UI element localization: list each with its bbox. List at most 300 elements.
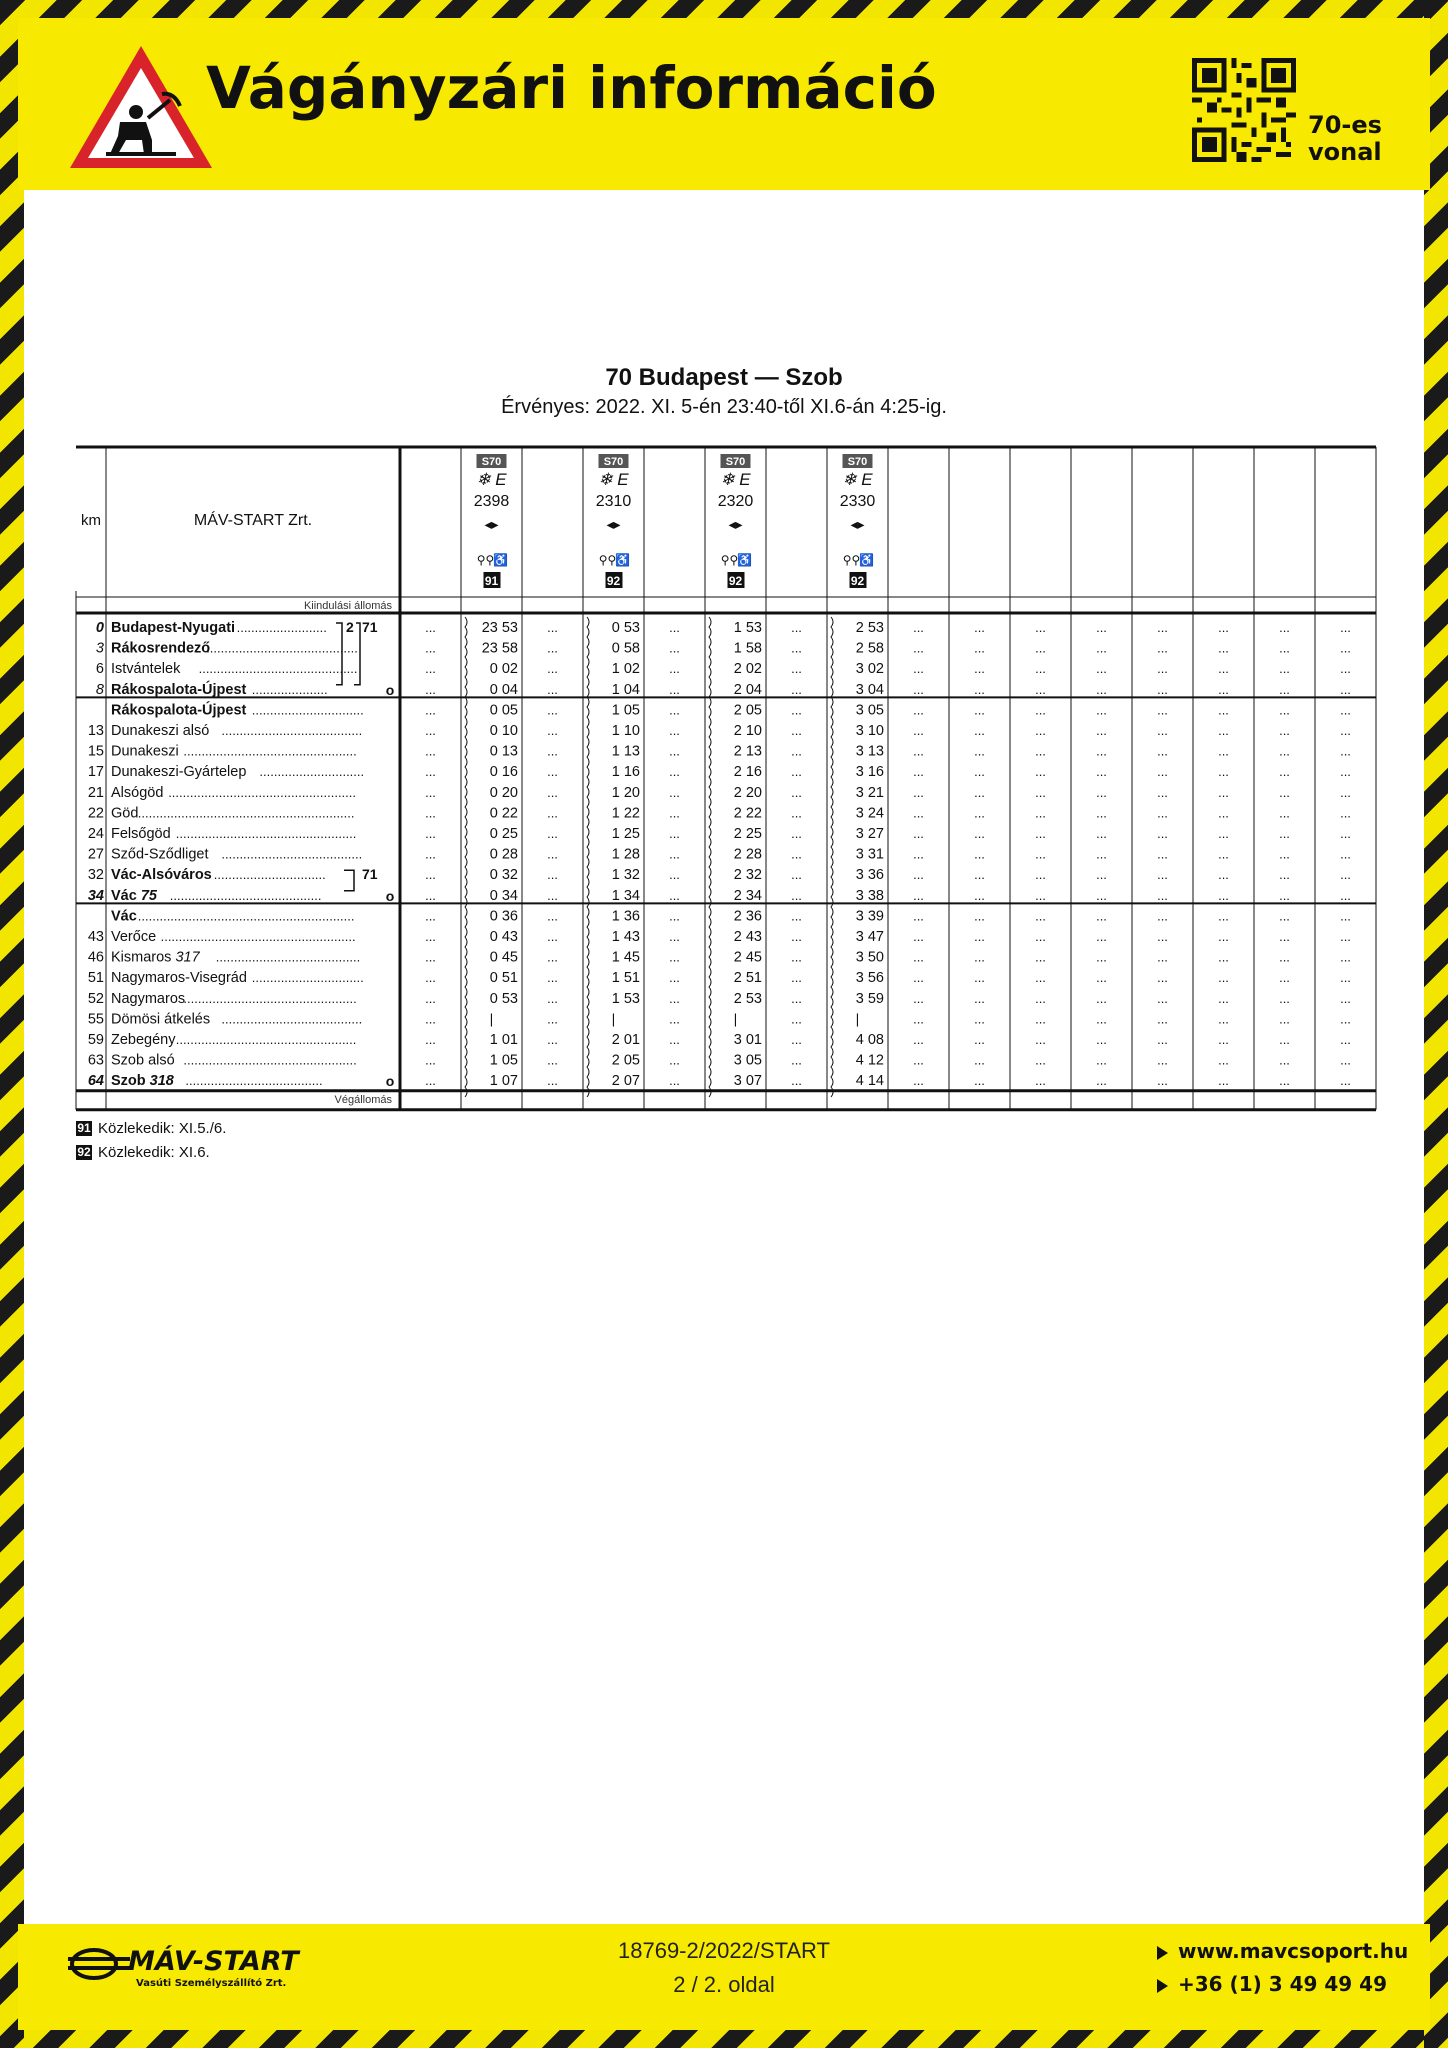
departure-time: 3 38 xyxy=(855,887,884,904)
empty-cell: ... xyxy=(425,805,436,821)
empty-cell: ... xyxy=(1279,949,1290,965)
empty-cell: ... xyxy=(1279,1032,1290,1047)
empty-cell: ... xyxy=(791,805,802,821)
website-link[interactable] xyxy=(1157,1939,1408,1963)
empty-cell: ... xyxy=(425,661,436,677)
empty-cell: ... xyxy=(913,846,924,862)
empty-cell: ... xyxy=(913,990,924,1006)
empty-cell: ... xyxy=(1035,784,1046,800)
empty-cell: ... xyxy=(1035,764,1046,780)
empty-cell: ... xyxy=(425,1011,436,1027)
empty-cell: ... xyxy=(547,929,558,944)
empty-cell: ... xyxy=(425,702,436,718)
empty-cell: ... xyxy=(1218,990,1229,1006)
empty-cell: ... xyxy=(913,970,924,986)
departure-time: 3 02 xyxy=(855,661,884,678)
empty-cell: ... xyxy=(791,1052,802,1068)
leader-dots: ............................... xyxy=(251,970,364,986)
empty-cell: ... xyxy=(974,764,985,780)
empty-cell: ... xyxy=(1096,1032,1107,1047)
terminus-mark: o xyxy=(385,1073,395,1090)
empty-cell: ... xyxy=(913,805,924,821)
empty-cell: ... xyxy=(669,743,680,759)
empty-cell: ... xyxy=(913,1011,924,1027)
leader-dots: ............................... xyxy=(251,702,364,718)
timetable-title: 70 Budapest — Szob xyxy=(605,364,843,391)
station-name: Alsógöd xyxy=(111,784,164,801)
departure-time: 1 34 xyxy=(611,887,640,904)
empty-cell: ... xyxy=(1035,640,1046,656)
departure-time: 3 59 xyxy=(855,990,884,1007)
departure-time: 0 32 xyxy=(489,867,518,884)
departure-time: 2 28 xyxy=(733,846,762,863)
wavy-time-marker xyxy=(709,617,711,1097)
empty-cell: ... xyxy=(669,1052,680,1068)
phone-link[interactable] xyxy=(1157,1972,1387,1996)
logo-subtitle: Vasúti Személyszállító Zrt. xyxy=(136,1978,287,1989)
departure-time: 3 16 xyxy=(855,764,884,781)
empty-cell: ... xyxy=(974,805,985,821)
station-reference: 317 xyxy=(171,949,200,966)
departure-time: 1 20 xyxy=(611,784,640,801)
station-name: Dömösi átkelés xyxy=(111,1011,211,1028)
empty-cell: ... xyxy=(1035,826,1046,841)
empty-cell: ... xyxy=(791,867,802,883)
departure-time: 0 34 xyxy=(489,887,518,904)
station-name: Vác 75 xyxy=(111,887,157,904)
empty-cell: ... xyxy=(974,1011,985,1027)
empty-cell: ... xyxy=(791,908,802,924)
empty-cell: ... xyxy=(1035,887,1046,903)
station-name: Felsőgöd xyxy=(111,826,171,842)
direction-arrow-icon: ◂▸ xyxy=(728,516,743,532)
row-km: 59 xyxy=(87,1032,104,1048)
connection-reference: 71 xyxy=(362,619,378,635)
departure-time: 2 10 xyxy=(733,723,762,739)
departure-time: 0 51 xyxy=(489,970,518,987)
empty-cell: ... xyxy=(1340,620,1351,635)
empty-cell: ... xyxy=(1096,805,1107,821)
wavy-time-marker xyxy=(831,617,833,1097)
departure-time: 2 34 xyxy=(733,887,762,904)
empty-cell: ... xyxy=(1096,990,1107,1006)
leader-dots: ...................................... xyxy=(185,1073,323,1089)
empty-cell: ... xyxy=(974,826,985,841)
empty-cell: ... xyxy=(1096,867,1107,883)
empty-cell: ... xyxy=(1340,908,1351,924)
departure-time: 2 32 xyxy=(733,867,762,884)
empty-cell: ... xyxy=(1096,723,1107,738)
line-number: 70-es xyxy=(1308,111,1382,139)
train-type: S70 xyxy=(603,456,624,468)
phone-text: +36 (1) 3 49 49 49 xyxy=(1178,1972,1388,1996)
empty-cell: ... xyxy=(791,784,802,800)
station-reference: 75 xyxy=(136,887,157,904)
departure-time: 2 07 xyxy=(611,1073,640,1090)
empty-cell: ... xyxy=(547,681,558,697)
empty-cell: ... xyxy=(913,908,924,924)
empty-cell: ... xyxy=(1279,743,1290,759)
empty-cell: ... xyxy=(425,949,436,965)
leader-dots: ................................................ xyxy=(183,990,357,1006)
departure-time: 0 53 xyxy=(489,990,518,1007)
footnote-row xyxy=(76,1140,226,1164)
empty-cell: ... xyxy=(547,1052,558,1068)
row-km: 46 xyxy=(87,949,104,966)
line-word: vonal xyxy=(1308,138,1382,166)
empty-cell: ... xyxy=(974,908,985,924)
empty-cell: ... xyxy=(1157,929,1168,944)
empty-cell: ... xyxy=(1096,970,1107,986)
empty-cell: ... xyxy=(547,620,558,635)
empty-cell: ... xyxy=(1096,764,1107,780)
departure-time: 3 05 xyxy=(855,702,884,719)
empty-cell: ... xyxy=(669,867,680,883)
station-name: Verőce xyxy=(111,929,157,945)
empty-cell: ... xyxy=(1218,846,1229,862)
train-number: 2320 xyxy=(717,493,754,510)
empty-cell: ... xyxy=(547,970,558,986)
empty-cell: ... xyxy=(1218,1032,1229,1047)
empty-cell: ... xyxy=(547,702,558,718)
empty-cell: ... xyxy=(1218,661,1229,677)
departure-time: 2 36 xyxy=(733,908,762,925)
page-title: Vágányzári információ xyxy=(206,54,937,122)
train-symbols: ❄ E xyxy=(720,470,751,489)
row-km: 43 xyxy=(87,929,104,945)
empty-cell: ... xyxy=(1035,1073,1046,1089)
empty-cell: ... xyxy=(425,764,436,780)
station-name: Vác xyxy=(111,908,137,925)
leader-dots: ...................................................... xyxy=(160,929,356,944)
departure-time: 3 36 xyxy=(855,867,884,884)
empty-cell: ... xyxy=(1279,620,1290,635)
departure-time: 1 10 xyxy=(611,723,640,739)
empty-cell: ... xyxy=(425,723,436,738)
empty-cell: ... xyxy=(1096,949,1107,965)
pass-through-mark: | xyxy=(489,1010,494,1027)
empty-cell: ... xyxy=(425,784,436,800)
empty-cell: ... xyxy=(1279,867,1290,883)
departure-time: 0 10 xyxy=(489,723,518,739)
empty-cell: ... xyxy=(913,723,924,738)
departure-time: 1 04 xyxy=(611,681,640,698)
leader-dots: .................................................. xyxy=(175,826,357,841)
empty-cell: ... xyxy=(791,640,802,656)
departure-time: 2 04 xyxy=(733,681,762,698)
empty-cell: ... xyxy=(791,846,802,862)
connection-bracket xyxy=(344,870,354,891)
empty-cell: ... xyxy=(1157,949,1168,965)
empty-cell: ... xyxy=(669,826,680,841)
empty-cell: ... xyxy=(974,702,985,718)
empty-cell: ... xyxy=(913,887,924,903)
row-km: 6 xyxy=(95,661,104,678)
empty-cell: ... xyxy=(1279,990,1290,1006)
departure-time: 0 53 xyxy=(611,620,640,636)
empty-cell: ... xyxy=(1218,1052,1229,1068)
empty-cell: ... xyxy=(669,681,680,697)
empty-cell: ... xyxy=(547,949,558,965)
empty-cell: ... xyxy=(974,723,985,738)
empty-cell: ... xyxy=(913,1032,924,1047)
empty-cell: ... xyxy=(1218,743,1229,759)
empty-cell: ... xyxy=(1157,805,1168,821)
empty-cell: ... xyxy=(1340,826,1351,841)
departure-time: 1 13 xyxy=(611,743,640,760)
empty-cell: ... xyxy=(1035,908,1046,924)
empty-cell: ... xyxy=(1340,681,1351,697)
empty-cell: ... xyxy=(669,949,680,965)
empty-cell: ... xyxy=(913,681,924,697)
empty-cell: ... xyxy=(669,970,680,986)
leader-dots: ............................................................ xyxy=(137,805,355,821)
empty-cell: ... xyxy=(1279,702,1290,718)
empty-cell: ... xyxy=(1096,846,1107,862)
empty-cell: ... xyxy=(1096,620,1107,635)
empty-cell: ... xyxy=(669,887,680,903)
empty-cell: ... xyxy=(1157,1052,1168,1068)
empty-cell: ... xyxy=(1279,1052,1290,1068)
leader-dots: .......................................... xyxy=(169,887,322,903)
footnote-code-badge: 91 xyxy=(77,1120,91,1135)
departure-time: 2 20 xyxy=(733,784,762,801)
station-name: Budapest-Nyugati xyxy=(111,620,236,636)
departure-time: 3 50 xyxy=(855,949,884,966)
row-km: 15 xyxy=(87,743,104,760)
empty-cell: ... xyxy=(1035,929,1046,944)
departure-time: 1 01 xyxy=(489,1032,518,1048)
empty-cell: ... xyxy=(1279,681,1290,697)
station-name: Nagymaros-Visegrád xyxy=(111,970,247,987)
departure-time: 0 28 xyxy=(489,846,518,863)
empty-cell: ... xyxy=(1279,764,1290,780)
bicycle-icon: ⚲⚲ xyxy=(476,553,495,567)
empty-cell: ... xyxy=(791,764,802,780)
footnote-code-badge: 92 xyxy=(77,1144,91,1159)
empty-cell: ... xyxy=(974,929,985,944)
empty-cell: ... xyxy=(913,929,924,944)
empty-cell: ... xyxy=(547,826,558,841)
departure-time: 0 16 xyxy=(489,764,518,781)
empty-cell: ... xyxy=(1157,887,1168,903)
empty-cell: ... xyxy=(1157,640,1168,656)
empty-cell: ... xyxy=(1035,681,1046,697)
empty-cell: ... xyxy=(1340,661,1351,677)
empty-cell: ... xyxy=(425,1052,436,1068)
leader-dots: ................................................ xyxy=(183,1052,357,1068)
departure-time: 3 47 xyxy=(855,929,884,945)
departure-time: 2 05 xyxy=(611,1052,640,1069)
empty-cell: ... xyxy=(791,887,802,903)
empty-cell: ... xyxy=(1157,970,1168,986)
empty-cell: ... xyxy=(1340,1011,1351,1027)
departure-time: 4 12 xyxy=(855,1052,884,1069)
empty-cell: ... xyxy=(425,1032,436,1047)
train-symbols: ❄ E xyxy=(598,470,629,489)
row-km: 51 xyxy=(87,970,104,987)
empty-cell: ... xyxy=(669,702,680,718)
empty-cell: ... xyxy=(1218,805,1229,821)
departure-time: 3 10 xyxy=(855,723,884,739)
departure-time: 1 43 xyxy=(611,929,640,945)
empty-cell: ... xyxy=(974,990,985,1006)
empty-cell: ... xyxy=(1279,887,1290,903)
empty-cell: ... xyxy=(791,1032,802,1047)
leader-dots: ............................................................ xyxy=(137,908,355,924)
departure-time: 0 25 xyxy=(489,826,518,842)
empty-cell: ... xyxy=(1035,723,1046,738)
empty-cell: ... xyxy=(547,784,558,800)
row-km: 0 xyxy=(95,620,104,636)
empty-cell: ... xyxy=(791,661,802,677)
empty-cell: ... xyxy=(1279,826,1290,841)
arrow-right-icon xyxy=(1157,1979,1168,1993)
empty-cell: ... xyxy=(791,990,802,1006)
empty-cell: ... xyxy=(1096,702,1107,718)
terminus-mark: o xyxy=(385,887,395,904)
wheelchair-icon: ♿ xyxy=(737,553,752,567)
empty-cell: ... xyxy=(1157,784,1168,800)
empty-cell: ... xyxy=(791,949,802,965)
departure-time: 1 58 xyxy=(733,640,762,657)
empty-cell: ... xyxy=(1157,764,1168,780)
train-symbols: ❄ E xyxy=(476,470,507,489)
departure-station-label: Kiindulási állomás xyxy=(303,600,392,612)
timetable-validity: Érvényes: 2022. XI. 5-én 23:40-től XI.6-án 4:25-ig. xyxy=(501,396,947,418)
empty-cell: ... xyxy=(1218,764,1229,780)
empty-cell: ... xyxy=(974,784,985,800)
empty-cell: ... xyxy=(1340,1032,1351,1047)
operator-header: MÁV-START Zrt. xyxy=(193,512,313,529)
empty-cell: ... xyxy=(1035,867,1046,883)
empty-cell: ... xyxy=(425,640,436,656)
empty-cell: ... xyxy=(913,826,924,841)
row-km: 55 xyxy=(87,1011,104,1028)
empty-cell: ... xyxy=(913,661,924,677)
empty-cell: ... xyxy=(1218,970,1229,986)
station-name: Szob 318 xyxy=(111,1073,174,1090)
empty-cell: ... xyxy=(913,640,924,656)
empty-cell: ... xyxy=(1340,702,1351,718)
departure-time: 1 05 xyxy=(611,702,640,719)
empty-cell: ... xyxy=(1035,990,1046,1006)
km-header: km xyxy=(81,512,101,529)
empty-cell: ... xyxy=(1157,867,1168,883)
empty-cell: ... xyxy=(1096,887,1107,903)
empty-cell: ... xyxy=(1096,1073,1107,1089)
empty-cell: ... xyxy=(1096,826,1107,841)
leader-dots: .................................................. xyxy=(175,1032,357,1047)
empty-cell: ... xyxy=(669,1073,680,1089)
empty-cell: ... xyxy=(669,1032,680,1047)
empty-cell: ... xyxy=(1035,743,1046,759)
empty-cell: ... xyxy=(1157,1011,1168,1027)
departure-time: 2 01 xyxy=(611,1032,640,1048)
empty-cell: ... xyxy=(1096,1011,1107,1027)
empty-cell: ... xyxy=(1279,805,1290,821)
departure-time: 1 51 xyxy=(611,970,640,987)
leader-dots: ........................................ xyxy=(215,949,361,965)
row-km: 22 xyxy=(87,805,104,822)
station-name: Dunakeszi xyxy=(111,743,179,760)
departure-time: 2 53 xyxy=(733,990,762,1007)
empty-cell: ... xyxy=(669,1011,680,1027)
empty-cell: ... xyxy=(1218,867,1229,883)
empty-cell: ... xyxy=(669,723,680,738)
empty-cell: ... xyxy=(1218,908,1229,924)
empty-cell: ... xyxy=(791,1073,802,1089)
empty-cell: ... xyxy=(1340,1052,1351,1068)
empty-cell: ... xyxy=(1340,784,1351,800)
wavy-time-marker xyxy=(587,617,589,1097)
empty-cell: ... xyxy=(1157,681,1168,697)
departure-time: 2 58 xyxy=(855,640,884,657)
empty-cell: ... xyxy=(974,1073,985,1089)
empty-cell: ... xyxy=(974,949,985,965)
empty-cell: ... xyxy=(1279,640,1290,656)
empty-cell: ... xyxy=(913,1073,924,1089)
row-km: 52 xyxy=(87,990,104,1007)
empty-cell: ... xyxy=(1096,743,1107,759)
station-name: Rákospalota-Újpest xyxy=(111,702,247,719)
empty-cell: ... xyxy=(1340,723,1351,738)
empty-cell: ... xyxy=(1340,764,1351,780)
empty-cell: ... xyxy=(425,970,436,986)
empty-cell: ... xyxy=(1035,661,1046,677)
empty-cell: ... xyxy=(1035,846,1046,862)
empty-cell: ... xyxy=(1157,826,1168,841)
train-symbols: ❄ E xyxy=(842,470,873,489)
departure-time: 3 04 xyxy=(855,681,884,698)
station-reference: 318 xyxy=(145,1073,174,1090)
empty-cell: ... xyxy=(974,640,985,656)
empty-cell: ... xyxy=(547,908,558,924)
departure-time: 4 14 xyxy=(855,1073,884,1090)
empty-cell: ... xyxy=(1096,640,1107,656)
arrow-right-icon xyxy=(1157,1946,1168,1960)
empty-cell: ... xyxy=(974,743,985,759)
empty-cell: ... xyxy=(1218,620,1229,635)
empty-cell: ... xyxy=(425,620,436,635)
station-name: Nagymaros xyxy=(111,990,186,1007)
departure-time: 1 07 xyxy=(489,1073,518,1090)
empty-cell: ... xyxy=(1096,1052,1107,1068)
direction-arrow-icon: ◂▸ xyxy=(850,516,865,532)
empty-cell: ... xyxy=(1279,1073,1290,1089)
leader-dots: .................................................... xyxy=(168,784,357,800)
empty-cell: ... xyxy=(1279,723,1290,738)
empty-cell: ... xyxy=(669,764,680,780)
empty-cell: ... xyxy=(1279,908,1290,924)
leader-dots: ....................................... xyxy=(221,846,363,862)
empty-cell: ... xyxy=(669,990,680,1006)
departure-time: 3 24 xyxy=(855,805,884,822)
empty-cell: ... xyxy=(974,867,985,883)
empty-cell: ... xyxy=(1157,846,1168,862)
empty-cell: ... xyxy=(1157,908,1168,924)
empty-cell: ... xyxy=(1157,723,1168,738)
empty-cell: ... xyxy=(547,1011,558,1027)
row-km: 34 xyxy=(87,887,104,904)
empty-cell: ... xyxy=(1157,990,1168,1006)
empty-cell: ... xyxy=(913,867,924,883)
empty-cell: ... xyxy=(547,640,558,656)
empty-cell: ... xyxy=(1157,620,1168,635)
empty-cell: ... xyxy=(1218,640,1229,656)
empty-cell: ... xyxy=(1218,826,1229,841)
empty-cell: ... xyxy=(1218,723,1229,738)
